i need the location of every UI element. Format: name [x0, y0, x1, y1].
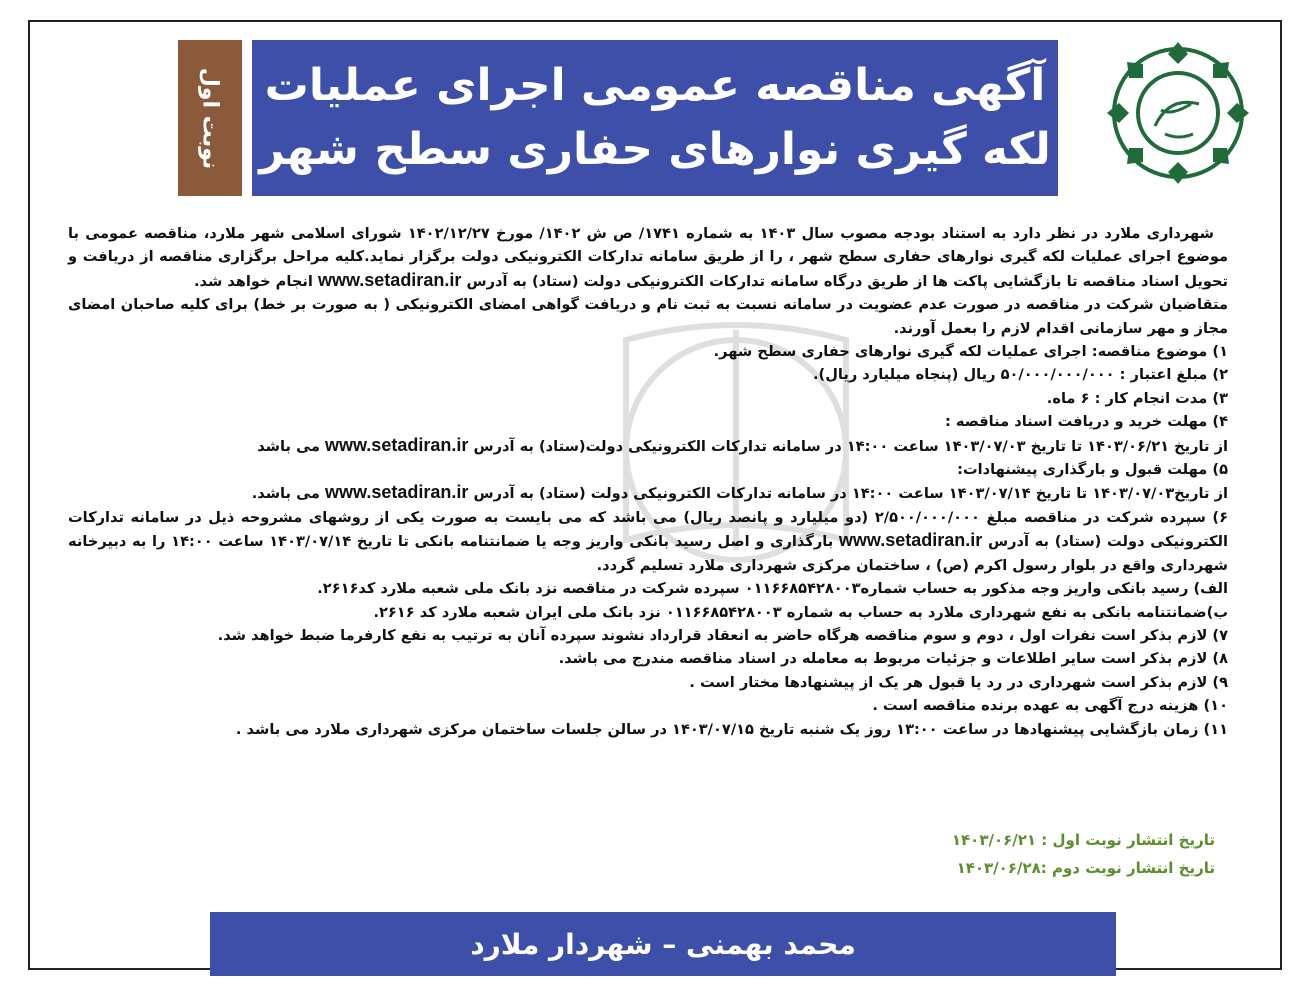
- item-10: ۱۰) هزینه درج آگهی به عهده برنده مناقصه است .: [872, 697, 1228, 715]
- setad-url-link[interactable]: www.setadiran.ir: [317, 269, 462, 290]
- item-6: [68, 506, 1228, 577]
- intro-paragraph: [68, 222, 1228, 293]
- item-5-detail-text: از تاریخ۱۴۰۳/۰۷/۰۳ تا تاریخ ۱۴۰۳/۰۷/۱۴ ساعت ۱۴:۰۰ در سامانه تدارکات الکترونیکی دولت (ستاد) به آدرس: [473, 485, 1228, 503]
- intro-text-a: شهرداری ملارد در نظر دارد به استناد بودجه مصوب سال ۱۴۰۳ به شماره ۱۷۴۱/ ص ش ۱۴۰۲/ مورخ ۱۴۰۲/۱۲/۲۷ شورای اسلامی شهر ملارد، مناقصه عمومی با موضوع اجرای عملیات لکه گیری نوارهای حفاری سطح شهر ، را از طریق سامانه تدارکات الکترونیکی دولت برگزار نماید.کلیه مراحل برگزاری مناقصه از دریافت و تحویل اسناد مناقصه تا بازگشایی پاکت ها از طریق درگاه سامانه تدارکات الکترونیکی دولت (ستاد) به آدرس: [68, 225, 1228, 290]
- title-line-2: لکه گیری نوارهای حفاری سطح شهر: [259, 124, 1051, 175]
- item-7: ۷) لازم بذکر است نفرات اول ، دوم و سوم مناقصه هرگاه حاضر به انعقاد قرارداد نشوند سپرده آنان به ترتیب به نفع کارفرما ضبط خواهد شد.: [217, 626, 1228, 644]
- item-4-detail: [68, 434, 1228, 458]
- item-6-alef: الف) رسید بانکی واریز وجه مذکور به حساب شماره۰۱۱۶۶۸۵۴۲۸۰۰۳ سپرده شرکت در مناقصه نزد بانک ملی شعبه ملارد کد۲۶۱۶.: [317, 580, 1228, 598]
- item-3: ۳) مدت انجام کار : ۶ ماه.: [1046, 389, 1228, 407]
- setad-url-link[interactable]: www.setadiran.ir: [838, 530, 983, 551]
- item-4-detail-text: از تاریخ ۱۴۰۳/۰۶/۲۱ تا تاریخ ۱۴۰۳/۰۷/۰۳ ساعت ۱۴:۰۰ در سامانه تدارکات الکترونیکی دولت(ستاد) به آدرس: [473, 437, 1228, 455]
- publication-turn-tab: [178, 40, 242, 196]
- item-6-text-b: بارگذاری و اصل رسید بانکی واریز وجه یا ضمانتنامه بانکی تا تاریخ ۱۴۰۳/۰۷/۱۴ ساعت ۱۴:۰۰ را به دبیرخانه شهرداری واقع در بلوار رسول اکرم (ص) ، ساختمان مرکزی شهرداری ملارد تسلیم گردد.: [68, 533, 1228, 574]
- item-6-text-a: ۶) سپرده شرکت در مناقصه مبلغ ۲/۵۰۰/۰۰۰/۰۰۰ (دو میلیارد و پانصد ریال) می باشد که می بایست به صورت یکی از روشهای مشروحه ذیل در سامانه تدارکات الکترونیکی دولت (ستاد) به آدرس: [68, 508, 1228, 551]
- setad-url-link[interactable]: www.setadiran.ir: [324, 482, 469, 503]
- item-9: ۹) لازم بذکر است شهرداری در رد یا قبول هر یک از پیشنهادها مختار است .: [689, 673, 1228, 691]
- publication-turn-label: نوبت اول: [197, 67, 223, 169]
- item-8: ۸) لازم بذکر است سایر اطلاعات و جزئیات مربوط به معامله در اسناد مناقصه مندرج می باشد.: [558, 650, 1228, 668]
- first-publication-date: تاریخ انتشار نوبت اول : ۱۴۰۳/۰۶/۲۱: [951, 831, 1215, 849]
- notice-body: [68, 222, 1228, 741]
- item-6-be: ب)ضمانتنامه بانکی به نفع شهرداری ملارد به حساب به شماره ۰۱۱۶۶۸۵۴۲۸۰۰۳ نزد بانک ملی ایران شعبه ملارد کد ۲۶۱۶.: [373, 603, 1228, 621]
- item-5-detail: [68, 481, 1228, 505]
- item-2: ۲) مبلغ اعتبار : ۵۰/۰۰۰/۰۰۰/۰۰۰ ریال (پنجاه میلیارد ریال).: [812, 366, 1228, 384]
- footer-banner: [210, 912, 1116, 976]
- item-1: ۱) موضوع مناقصه: اجرای عملیات لکه گیری نوارهای حفاری سطح شهر.: [713, 343, 1228, 361]
- item-4: ۴) مهلت خرید و دریافت اسناد مناقصه :: [944, 413, 1228, 431]
- applicants-paragraph: متقاضیان شرکت در مناقصه در صورت عدم عضویت در سامانه نسبت به ثبت نام و دریافت گواهی امضای الکترونیکی ( به صورت بر خط) برای کلیه صاحبان امضای مجاز و مهر سازمانی اقدام لازم را بعمل آورند.: [68, 296, 1228, 337]
- intro-text-b: انجام خواهد شد.: [193, 272, 313, 290]
- publication-dates: [952, 826, 1215, 882]
- title-line-1: آگهی مناقصه عمومی اجرای عملیات: [264, 60, 1046, 111]
- item-4-detail-end: می باشد: [257, 437, 320, 455]
- setad-url-link[interactable]: www.setadiran.ir: [324, 434, 469, 455]
- second-publication-date: تاریخ انتشار نوبت دوم :۱۴۰۳/۰۶/۲۸: [956, 859, 1215, 877]
- item-5-detail-end: می باشد.: [251, 485, 320, 503]
- item-11: ۱۱) زمان بازگشایی پیشنهادها در ساعت ۱۳:۰۰ روز یک شنبه تاریخ ۱۴۰۳/۰۷/۱۵ در سالن جلسات ساختمان مرکزی شهرداری ملارد می باشد .: [235, 720, 1228, 738]
- title-banner: [252, 40, 1058, 196]
- municipality-emblem-icon: [1099, 32, 1257, 194]
- item-5: ۵) مهلت قبول و بارگذاری پیشنهادات:: [957, 461, 1228, 479]
- mayor-signature-line: محمد بهمنی – شهردار ملارد: [470, 927, 856, 961]
